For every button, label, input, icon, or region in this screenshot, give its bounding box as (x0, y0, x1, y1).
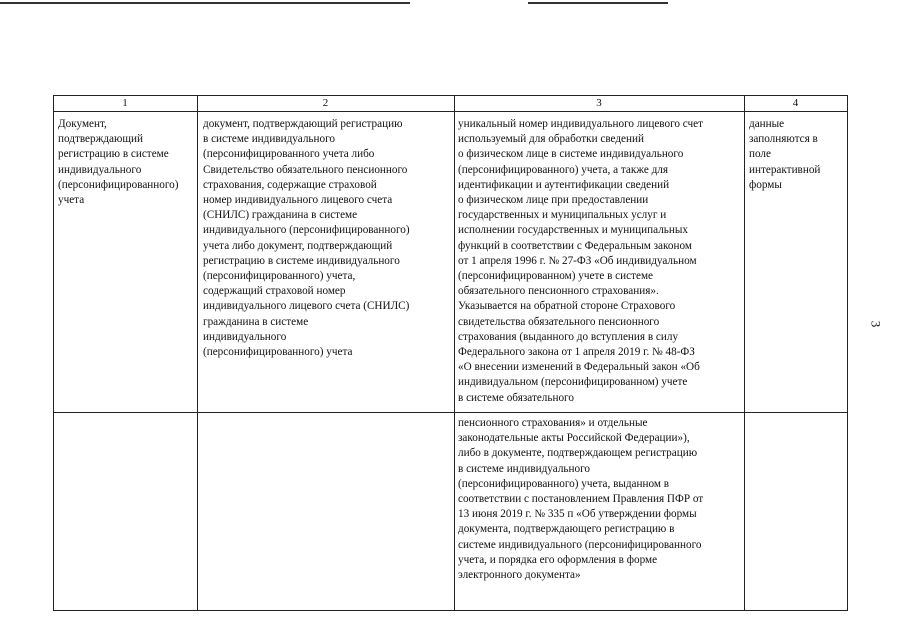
table-border-left (53, 95, 54, 610)
column-header: 3 (596, 97, 602, 109)
scan-edge-line (0, 2, 410, 4)
table-border-right (847, 95, 848, 610)
column-header: 4 (792, 97, 799, 109)
cell-document-description: документ, подтверждающий регистрацию в системе индивидуального (персонифицированного учета либо Свидетельство обязательного пенсионного страхования, содержащие страховой номер индивидуального лицевого счета (СНИЛС) гражданина в системе индивидуального (персонифицированного) учета либо документ, подтверждающий регистрацию в системе индивидуального (персонифицированного) учета, содержащий страховой номер индивидуального лицевого счета (СНИЛС) гражданина в системе индивидуального (персонифицированного) учета (203, 118, 410, 359)
cell-field-description: уникальный номер индивидуального лицевого счет используемый для обработки сведений о физическом лице в системе индивидуального (персонифицированного) учета, а также для идентификации и аутентификации сведений о физическом лице при предоставлении государственных и муниципальных услуг и исполнении государственных и муниципальных функций в соответствии с Федеральным законом от 1 апреля 1996 г. № 27-ФЗ «Об индивидуальном (персонифицированном) учете в системе обязательного пенсионного страхования». Указывается на обратной стороне Страхового свидетельства обязательного пенсионного страхования (выданного до вступления в силу Федерального закона от 1 апреля 2019 г. № 48-ФЗ «О внесении изменений в Федеральный закон «Об индивидуальном (персонифицированном) учете в системе обязательного (458, 118, 704, 404)
column-header: 2 (322, 97, 329, 109)
page-number: 3 (868, 320, 884, 328)
header-row-divider (53, 111, 848, 112)
column-header: 1 (122, 97, 128, 109)
column-divider (454, 95, 455, 610)
cell-document-name: Документ, подтверждающий регистрацию в системе индивидуального (персонифицированного) учета (58, 118, 179, 207)
cell-field-description: пенсионного страхования» и отдельные законодательные акты Российской Федерации»), либо в документе, подтверждающем регистрацию в системе индивидуального (персонифицированного) учета, выданном в соответствии с постановлением Правления ПФР от 13 июня 2019 г. № 335 п «Об утверждении формы документа, подтверждающего регистрацию в системе индивидуального (персонифицированного учета, и порядка его оформления в форме электронного документа» (458, 417, 704, 582)
table-border-bottom (53, 610, 848, 611)
cell-fill-method: данные заполняются в поле интерактивной формы (749, 118, 821, 191)
column-divider (197, 95, 198, 610)
table-border-top (53, 95, 848, 96)
row-divider (53, 412, 848, 413)
scan-edge-line (528, 2, 668, 4)
column-divider (744, 95, 745, 610)
